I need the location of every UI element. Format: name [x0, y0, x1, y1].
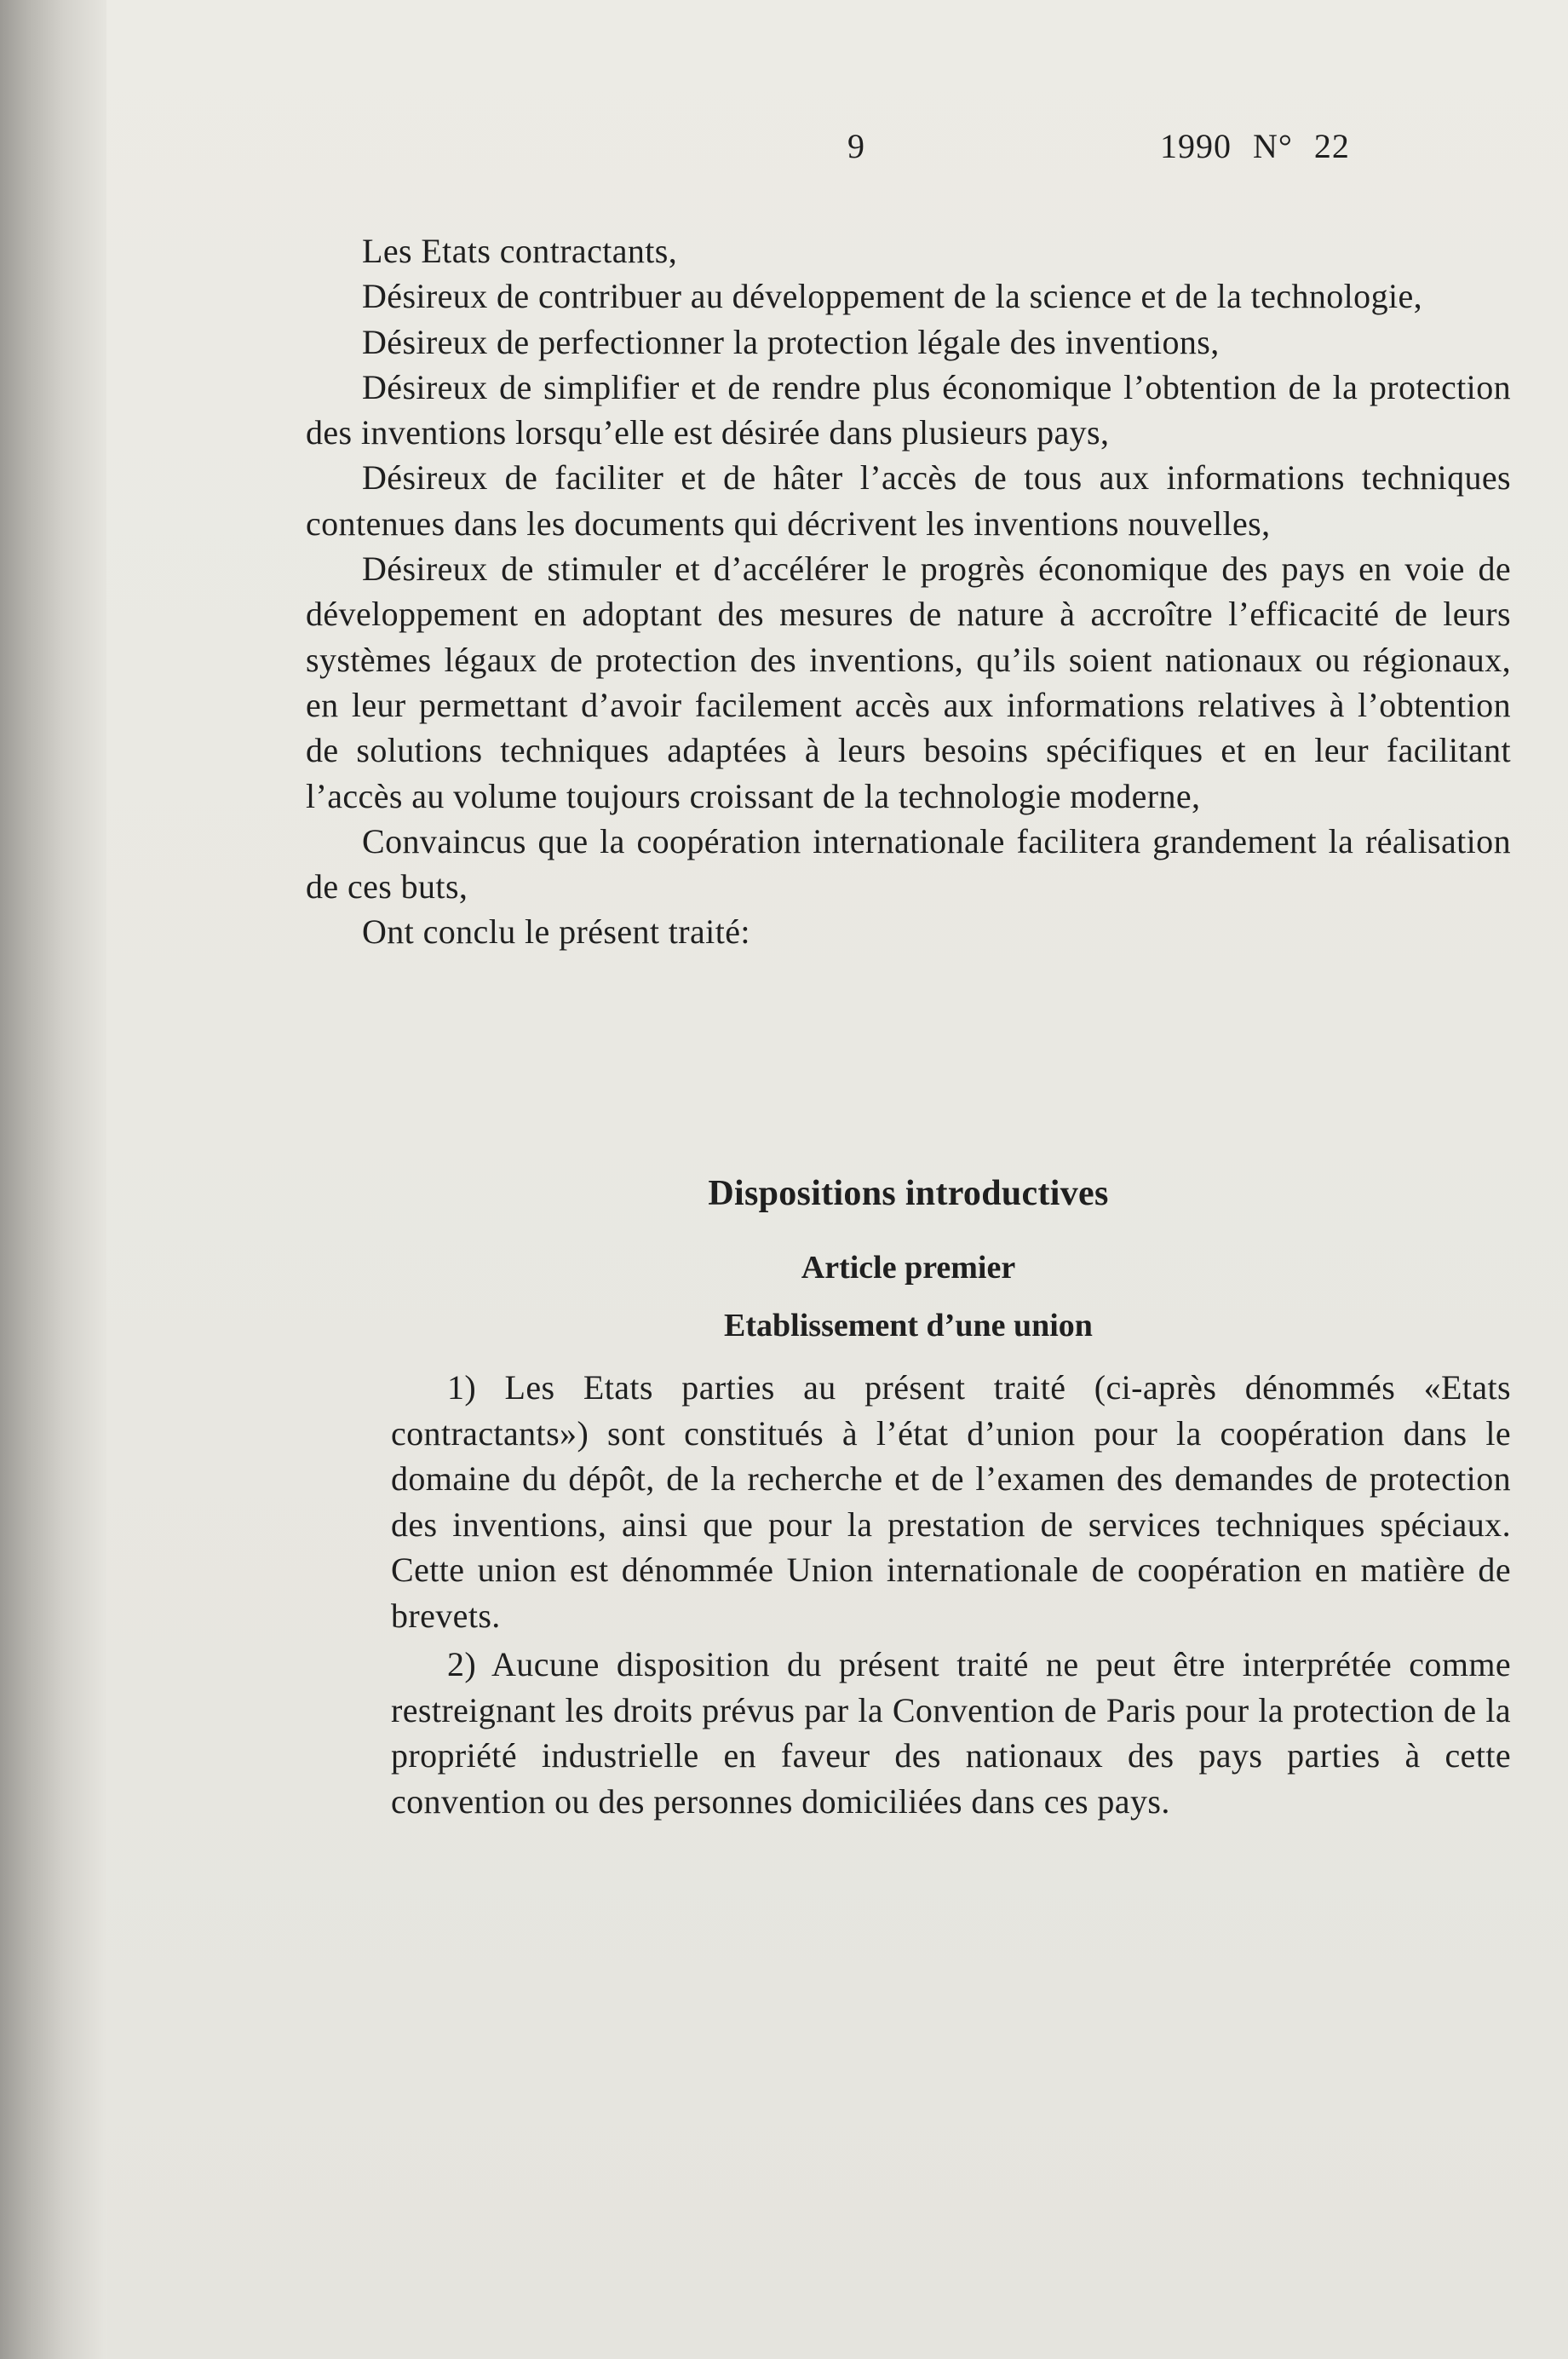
preamble-paragraph: Désireux de perfectionner la protection légale des inventions, [362, 322, 1220, 361]
preamble-paragraph: Désireux de contribuer au développement de la science et de la technologie, [362, 277, 1423, 316]
preamble-paragraph: Désireux de stimuler et d’accélérer le progrès économique des pays en voie de développement en adoptant des mesures de nature à accroître l’efficacité de leurs systèmes légaux de protection des inventions, qu’ils soient nationaux ou régionaux, en leur permettant d’avoir facilement accès aux informations relatives à l’obtention de solutions techniques adaptées à leurs besoins spécifiques et en leur facilitant l’accès au volume toujours croissant de la technologie moderne, [306, 549, 1511, 815]
article-paragraph: 2) Aucune disposition du présent traité ne peut être interprétée comme restreignant les droits prévus par la Convention de Paris pour la protection de la propriété industrielle en faveur des nationaux des pays parties à cette convention ou des personnes domiciliées dans ces pays. [391, 1645, 1511, 1821]
article-label: Article premier [801, 1250, 1016, 1286]
preamble-paragraph: Désireux de simplifier et de rendre plus économique l’obtention de la protection des inventions lorsqu’elle est désirée dans plusieurs pays, [306, 367, 1511, 452]
page-header [106, 126, 1568, 177]
article-title: Etablissement d’une union [724, 1308, 1093, 1343]
preamble-paragraph: Convaincus que la coopération internationale facilitera grandement la réalisation de ces buts, [306, 821, 1511, 906]
article-body [391, 1365, 1511, 1827]
preamble-paragraph: Les Etats contractants, [362, 232, 678, 270]
journal-reference: 1990 N° 22 [1160, 127, 1350, 165]
document-page [106, 0, 1568, 2359]
section-heading: Dispositions introductives [708, 1174, 1109, 1213]
preamble [306, 228, 1511, 955]
article-paragraph: 1) Les Etats parties au présent traité (ci-après dénommés «Etats contractants») sont constitués à l’état d’union pour la coopération dans le domaine du dépôt, de la recherche et de l’examen des demandes de protection des inventions, ainsi que pour la prestation de services techniques spéciaux. Cette union est dénommée Union internationale de coopération en matière de brevets. [391, 1368, 1511, 1635]
preamble-paragraph: Ont conclu le présent traité: [362, 912, 750, 952]
page-number: 9 [847, 127, 864, 165]
binding-shadow [0, 0, 106, 2359]
preamble-paragraph: Désireux de faciliter et de hâter l’accès de tous aux informations techniques contenues dans les documents qui décrivent les inventions nouvelles, [306, 458, 1511, 543]
